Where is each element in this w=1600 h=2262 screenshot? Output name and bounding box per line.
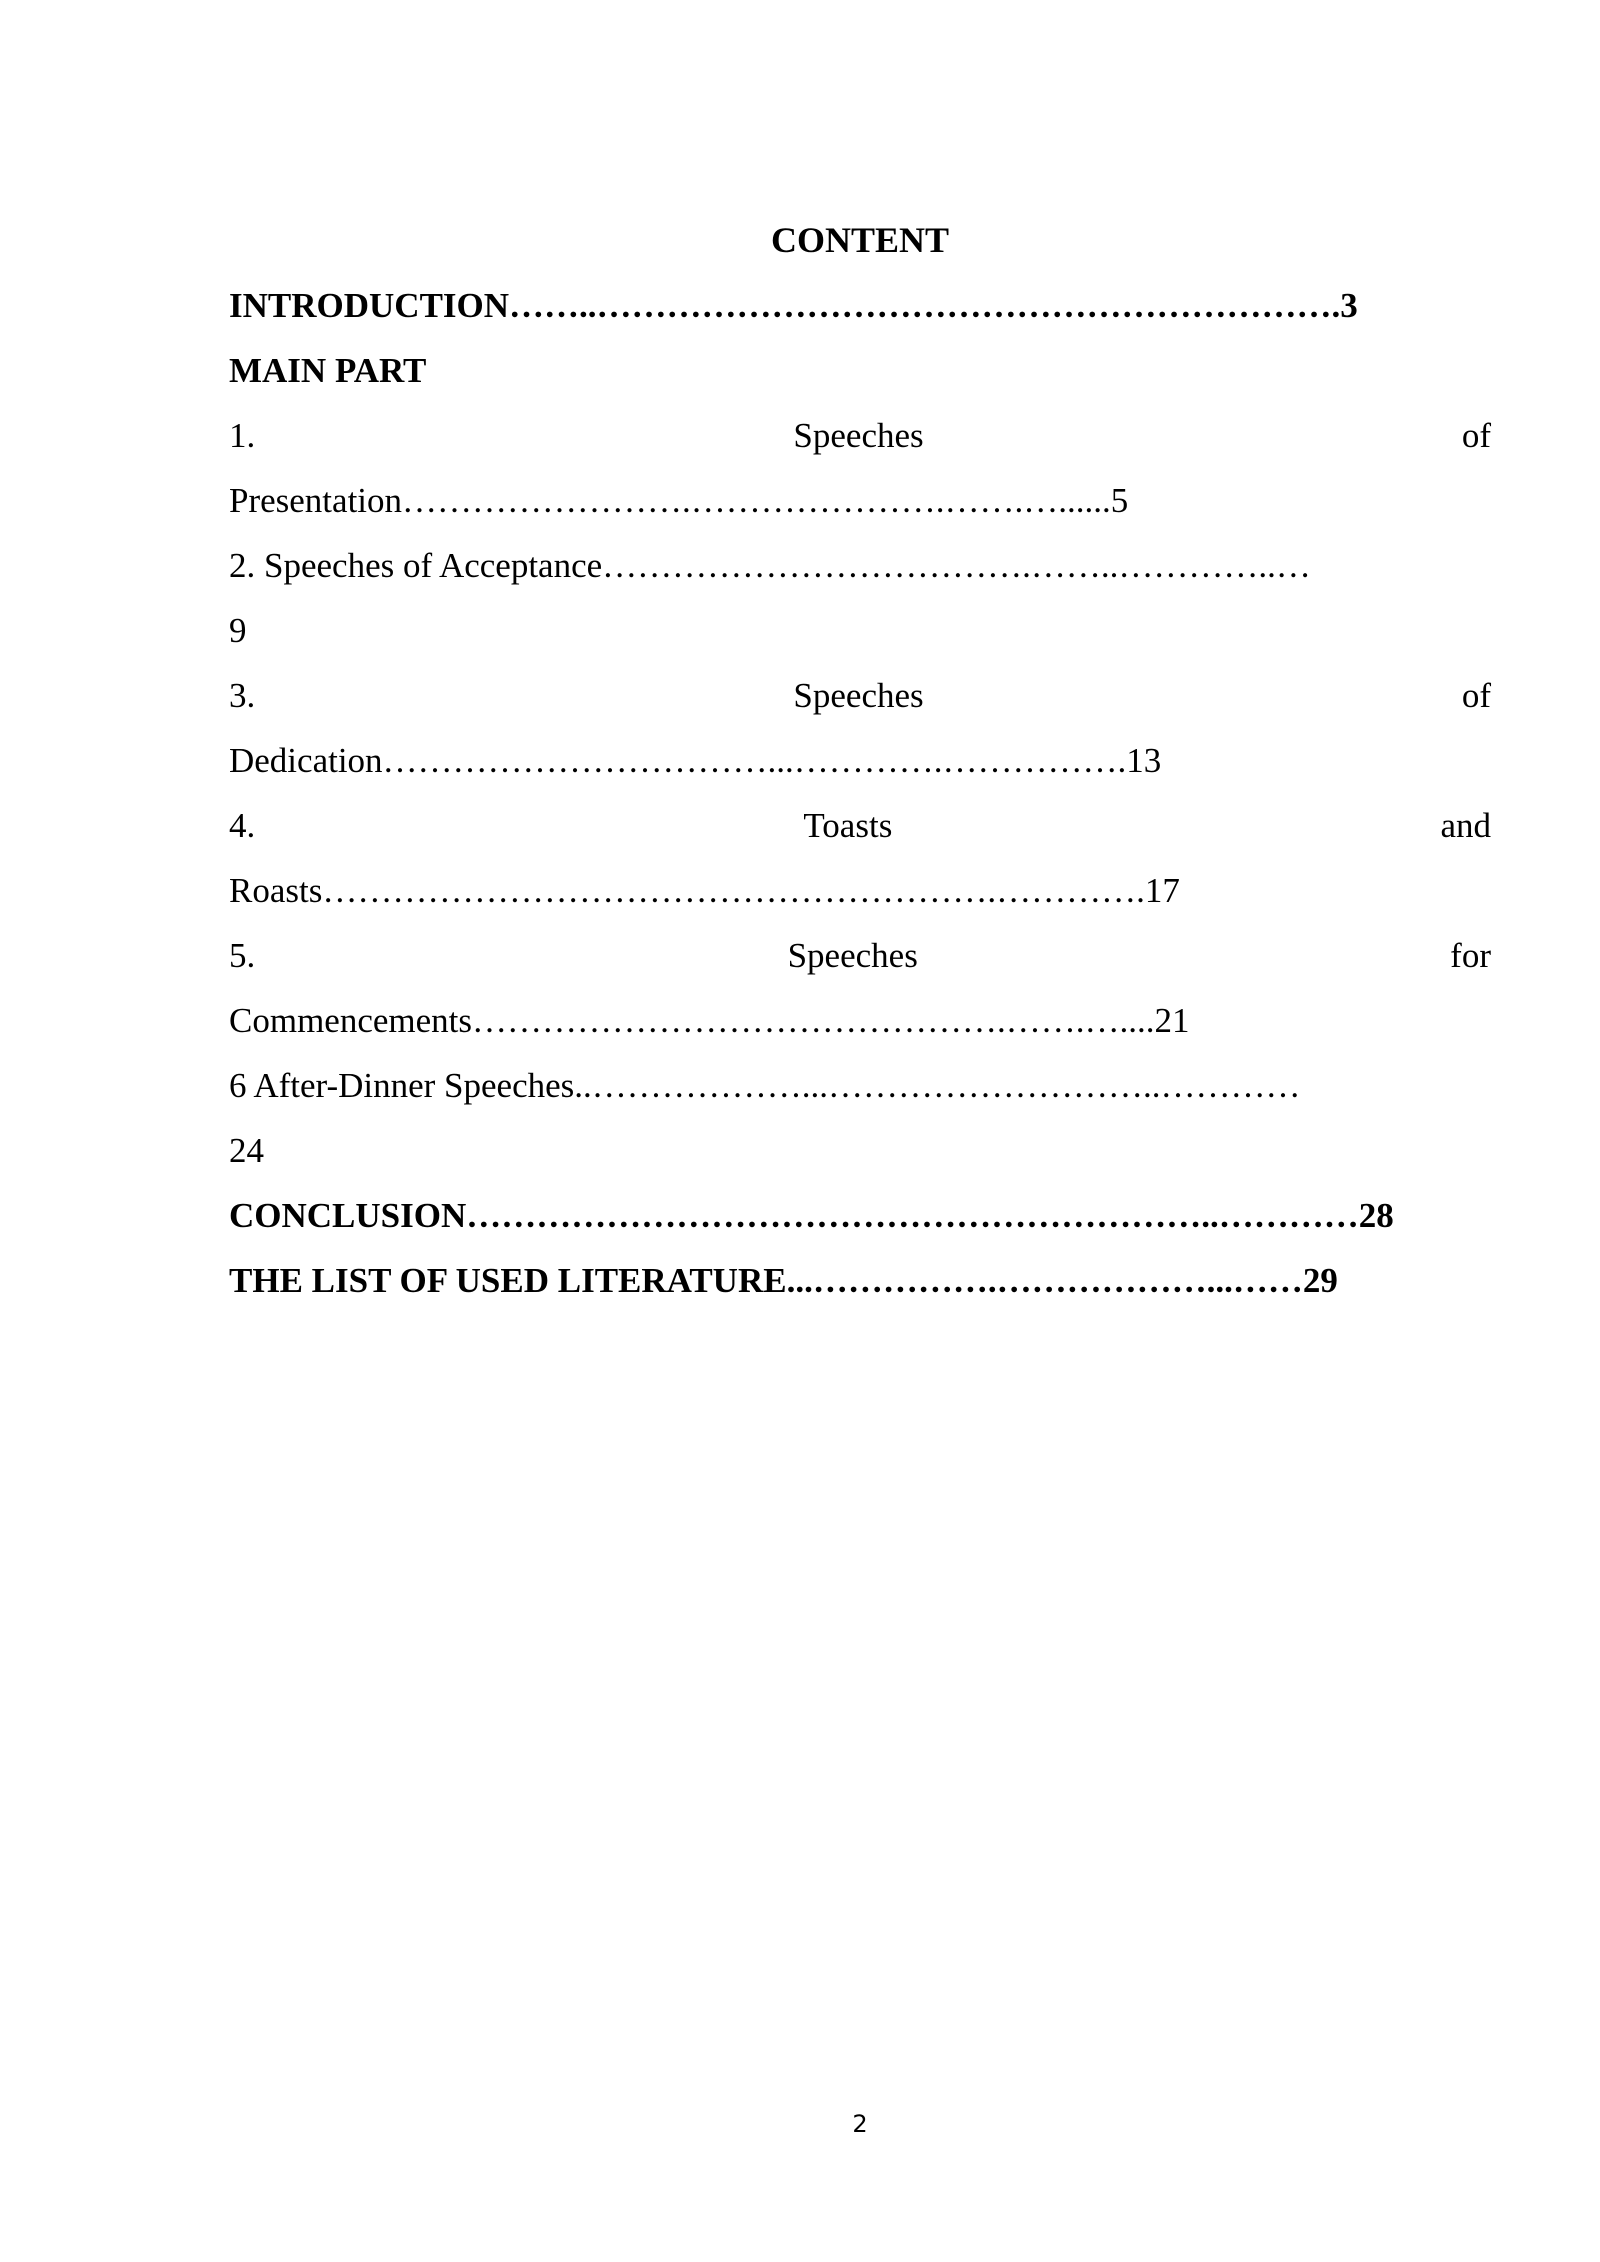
toc-entry-3-line2: Dedication……………………………...………….…………….13 [229, 741, 1162, 780]
toc-entry-1-number: 1. [229, 416, 256, 455]
toc-entry-1-word: Speeches [793, 416, 924, 455]
toc-entry-6-line2: 24 [229, 1131, 264, 1170]
toc-entry-4-line2: Roasts………………………………………………….………….17 [229, 871, 1180, 910]
toc-entry-4-end: and [1440, 806, 1491, 845]
toc-entry-5-line1 [229, 934, 1491, 978]
toc-entry-4-word: Toasts [803, 806, 893, 845]
page-number: 2 [852, 2110, 868, 2138]
toc-title: CONTENT [770, 220, 950, 260]
toc-entry-literature: THE LIST OF USED LITERATURE...…………….………………...……29 [229, 1261, 1338, 1300]
toc-entry-5-number: 5. [229, 936, 256, 975]
toc-entry-3-word: Speeches [793, 676, 924, 715]
toc-entry-3-line1 [229, 674, 1491, 718]
toc-entry-3-end: of [1461, 676, 1491, 715]
toc-entry-6-line1: 6 After-Dinner Speeches..………………...………………………..………… [229, 1066, 1301, 1105]
toc-entry-conclusion: CONCLUSION………………………………………………………..…………28 [229, 1196, 1394, 1235]
toc-entry-4-number: 4. [229, 806, 256, 845]
toc-entry-5-word: Speeches [787, 936, 918, 975]
toc-entry-3-number: 3. [229, 676, 256, 715]
toc-entry-2-line1: 2. Speeches of Acceptance……………………………….……..…………..… [229, 546, 1311, 585]
toc-entry-2-line2: 9 [229, 611, 247, 650]
toc-entry-5-line2: Commencements……………………………………….…….…....21 [229, 1001, 1190, 1040]
toc-entry-1-end: of [1461, 416, 1491, 455]
toc-entry-5-end: for [1450, 936, 1491, 975]
toc-heading-main-part: MAIN PART [229, 351, 427, 390]
toc-entry-introduction: INTRODUCTION……..……………………………………………………….3 [229, 286, 1358, 325]
toc-entry-4-line1 [229, 804, 1491, 848]
toc-entry-1-line1 [229, 414, 1491, 458]
toc-entry-1-line2: Presentation…………………….………………….…….…......5 [229, 481, 1129, 520]
